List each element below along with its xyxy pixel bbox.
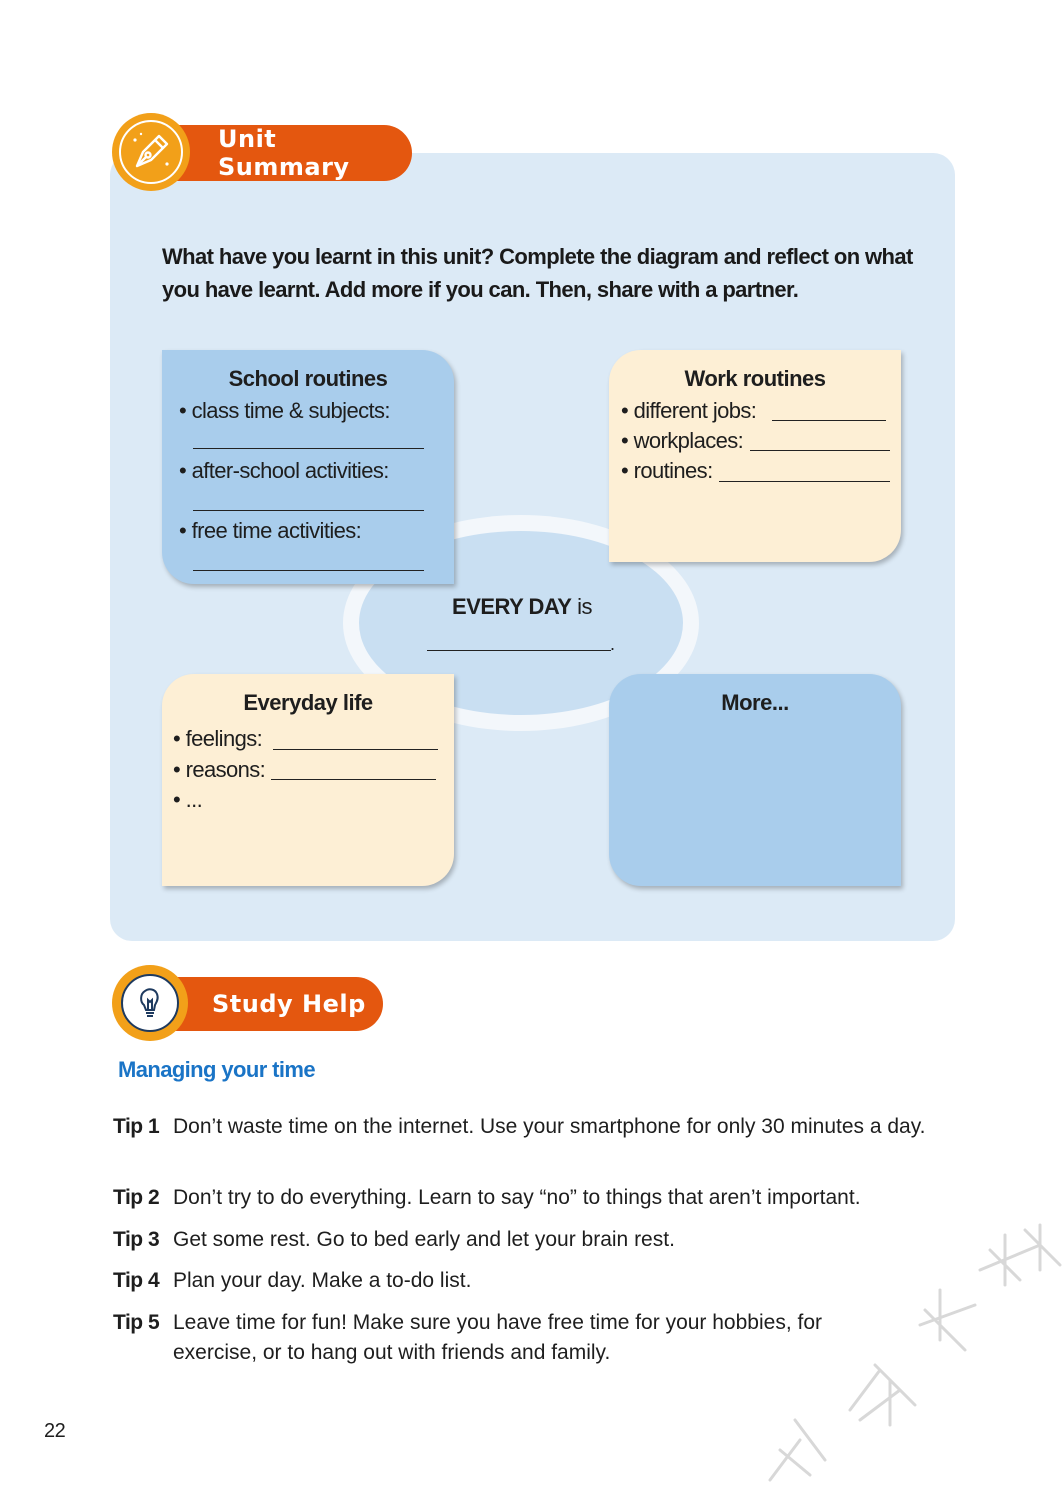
everyday-item-more: • ...: [173, 787, 203, 812]
unit-summary-heading: Unit Summary: [218, 125, 350, 181]
everyday-item-feelings: • feelings:: [173, 726, 263, 751]
study-help-subheading: Managing your time: [118, 1057, 315, 1082]
every-day-bold: EVERY DAY: [452, 594, 572, 619]
tip-1-text: Don’t waste time on the internet. Use your smartphone for only 30 minutes a day.: [173, 1115, 926, 1138]
every-day-prompt: [360, 594, 684, 620]
tip-4-label: Tip 4: [113, 1269, 160, 1292]
tip-3-label: Tip 3: [113, 1228, 160, 1251]
everyday-life-title: Everyday life: [243, 690, 373, 715]
instructions-line-1: What have you learnt in this unit? Complete the diagram and reflect on what: [162, 244, 913, 269]
work-blank-1[interactable]: [772, 420, 886, 421]
more-title: More...: [721, 690, 789, 715]
pen-nib-icon: [119, 120, 183, 184]
school-item-after-school: • after-school activities:: [179, 458, 389, 483]
tip-1-label: Tip 1: [113, 1115, 160, 1138]
tip-3-text: Get some rest. Go to bed early and let your brain rest.: [173, 1228, 675, 1251]
tip-2-label: Tip 2: [113, 1186, 160, 1209]
everyday-life-box: [162, 674, 454, 886]
school-blank-3[interactable]: [193, 570, 424, 571]
everyday-blank-1[interactable]: [273, 749, 438, 750]
every-day-is: is: [571, 594, 592, 619]
school-item-class-time: • class time & subjects:: [179, 398, 390, 423]
work-routines-title: Work routines: [684, 366, 826, 391]
tip-4-text: Plan your day. Make a to-do list.: [173, 1269, 472, 1292]
tip-5-label: Tip 5: [113, 1311, 160, 1334]
work-blank-3[interactable]: [719, 481, 890, 482]
publisher-watermark: [740, 1190, 1064, 1490]
unit-summary-badge: [112, 113, 190, 191]
school-item-free-time: • free time activities:: [179, 518, 362, 543]
page-number: 22: [44, 1420, 66, 1442]
more-box: [609, 674, 901, 886]
instructions-line-2: you have learnt. Add more if you can. Then, share with a partner.: [162, 277, 799, 302]
every-day-period: .: [610, 634, 616, 654]
study-help-heading: Study Help: [212, 990, 366, 1018]
instructions: [162, 240, 922, 306]
work-routines-box: [609, 350, 901, 562]
every-day-blank[interactable]: [427, 650, 611, 651]
tip-2-text: Don’t try to do everything. Learn to say “no” to things that aren’t important.: [173, 1186, 861, 1209]
school-blank-2[interactable]: [193, 510, 424, 511]
school-routines-box: [162, 350, 454, 584]
everyday-item-reasons: • reasons:: [173, 757, 266, 782]
everyday-blank-2[interactable]: [271, 779, 436, 780]
tip-5-text: Leave time for fun! Make sure you have free time for your hobbies, for exercise, or to hang out with friends and family.: [173, 1311, 822, 1364]
work-blank-2[interactable]: [750, 450, 890, 451]
lightbulb-icon: [121, 974, 179, 1032]
work-item-workplaces: • workplaces:: [621, 428, 744, 453]
school-routines-title: School routines: [228, 366, 388, 391]
work-item-jobs: • different jobs:: [621, 398, 757, 423]
study-help-badge: [112, 965, 188, 1041]
school-blank-1[interactable]: [193, 448, 424, 449]
work-item-routines: • routines:: [621, 458, 713, 483]
